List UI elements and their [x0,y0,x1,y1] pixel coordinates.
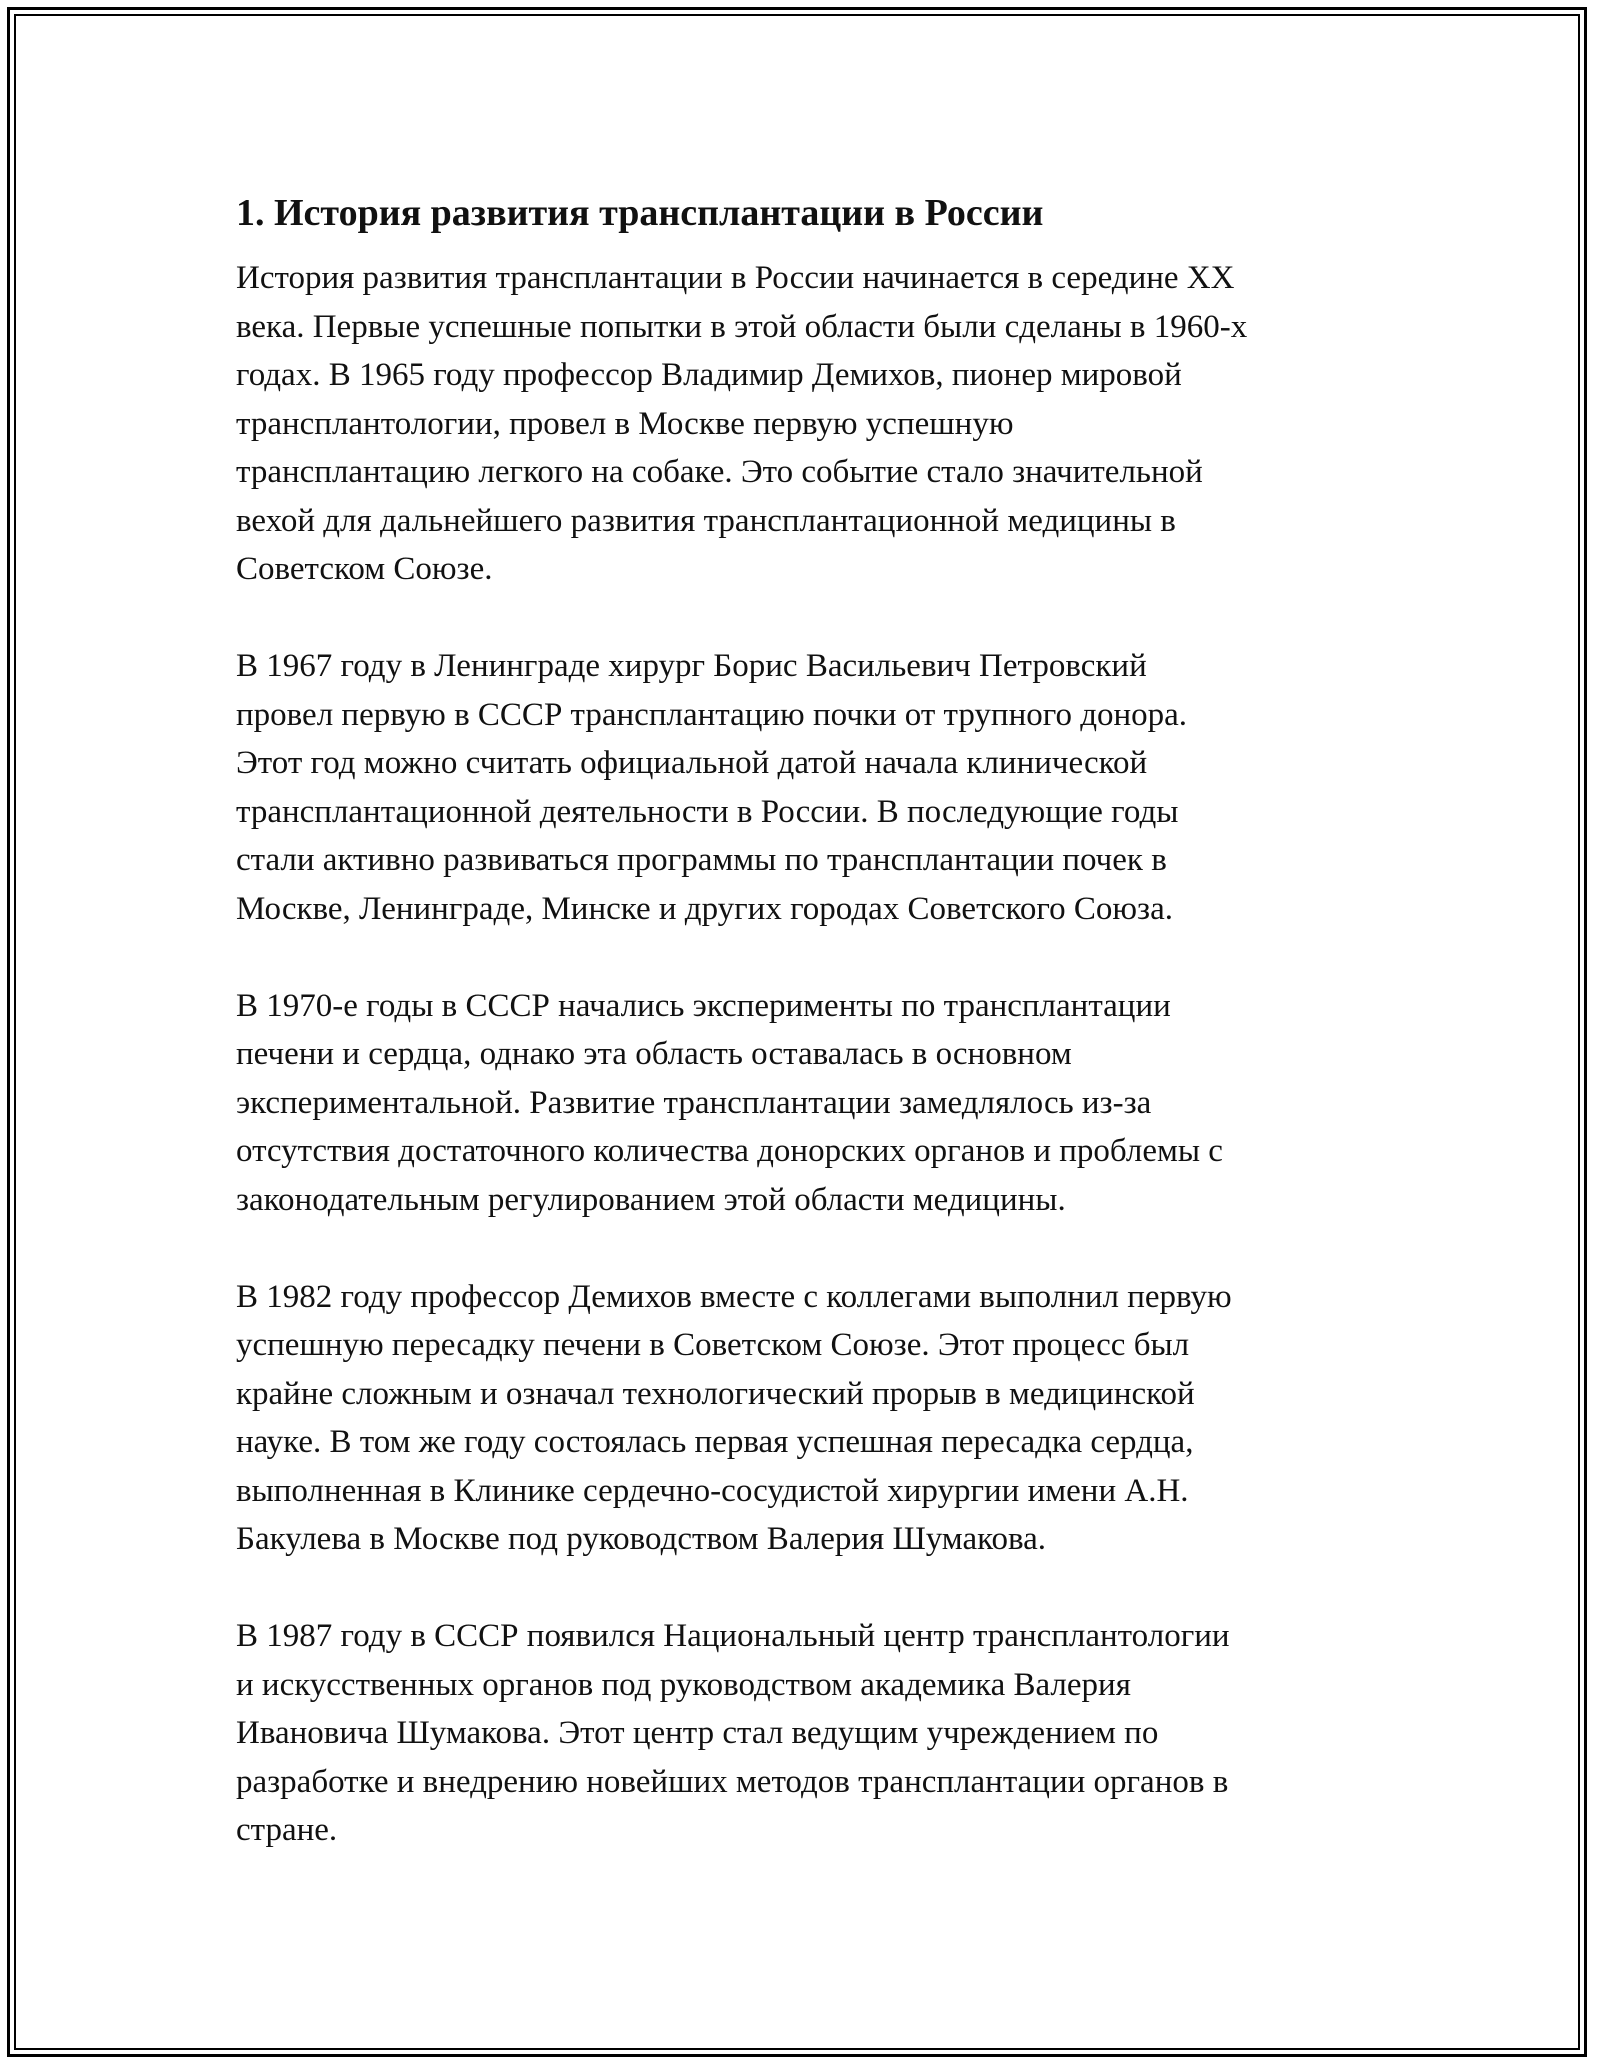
paragraph-1: История развития трансплантации в России начинается в середине XX века. Первые успешные попытки в этой области были сделаны в 1960-х годах. В 1965 году профессор Владимир Демихов, пионер мировой трансплантологии, провел в Москве первую успешную трансплантацию легкого на собаке. Это событие стало значительной вехой для дальнейшего развития трансплантационной медицины в Советском Союзе. [236,260,1248,587]
document-body [236,184,1366,1903]
paragraph-2: В 1967 году в Ленинграде хирург Борис Васильевич Петровский провел первую в СССР трансплантацию почки от трупного донора. Этот год можно считать официальной датой начала клинической трансплантационной деятельности в России. В последующие годы стали активно развиваться программы по трансплантации почек в Москве, Ленинграде, Минске и других городах Советского Союза. [236,648,1188,927]
paragraph-3: В 1970-е годы в СССР начались эксперименты по трансплантации печени и сердца, однако эта область оставалась в основном экспериментальной. Развитие трансплантации замедлялось из-за отсутствия достаточного количества донорских органов и проблемы с законодательным регулированием этой области медицины. [236,987,1223,1218]
section-title: 1. История развития трансплантации в России [236,192,1044,234]
paragraph-5: В 1987 году в СССР появился Национальный центр трансплантологии и искусственных органов под руководством академика Валерия Ивановича Шумакова. Этот центр стал ведущим учреждением по разработке и внедрению новейших методов трансплантации органов в стране. [236,1618,1230,1848]
paragraph-4: В 1982 году профессор Демихов вместе с коллегами выполнил первую успешную пересадку печени в Советском Союзе. Этот процесс был крайне сложным и означал технологический прорыв в медицинской науке. В том же году состоялась первая успешная пересадка сердца, выполненная в Клинике сердечно-сосудистой хирургии имени А.Н. Бакулева в Москве под руководством Валерия Шумакова. [236,1278,1232,1557]
